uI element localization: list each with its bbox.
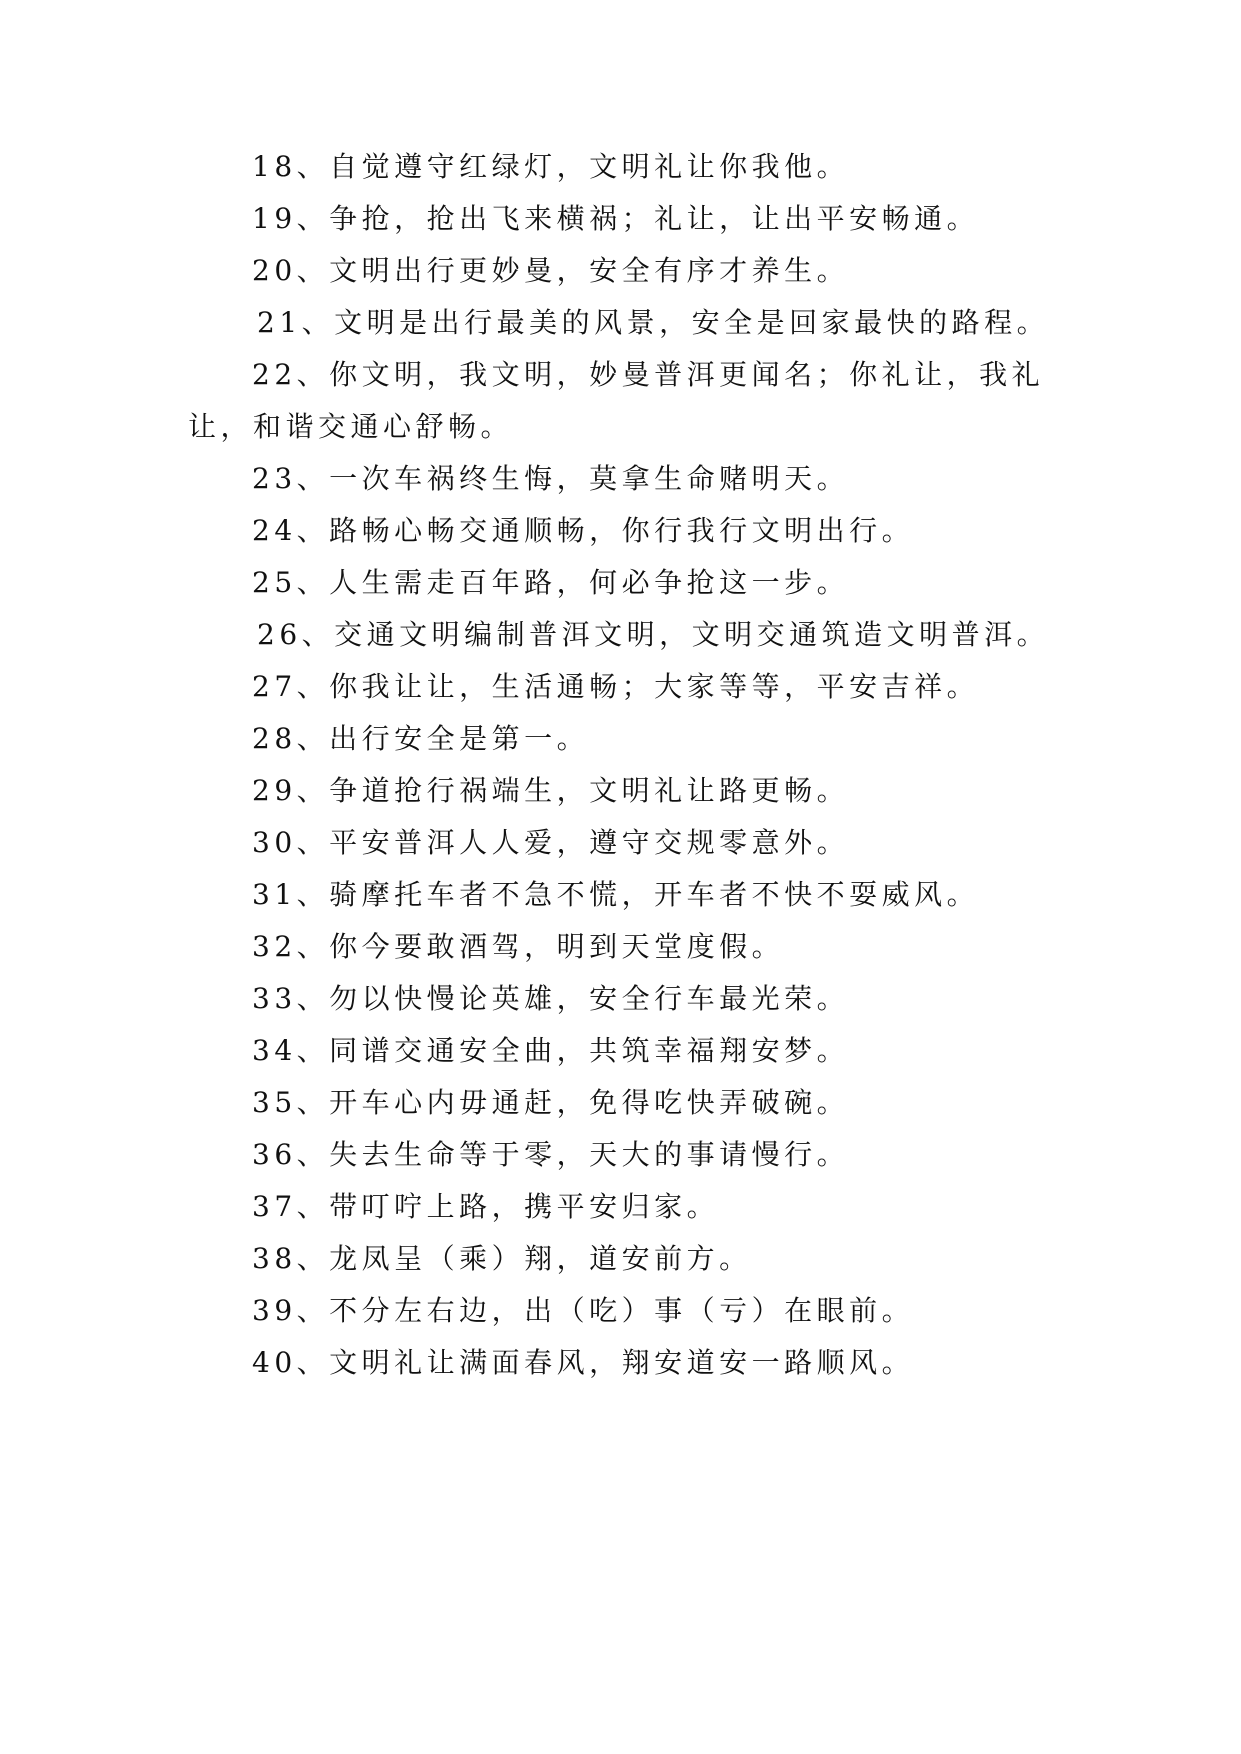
slogan-34: 34、同谱交通安全曲，共筑幸福翔安梦。 — [252, 1034, 850, 1067]
slogan-36: 36、失去生命等于零，天大的事请慢行。 — [252, 1138, 850, 1171]
slogan-39: 39、不分左右边，出（吃）事（亏）在眼前。 — [252, 1294, 915, 1327]
slogan-20: 20、文明出行更妙曼，安全有序才养生。 — [252, 254, 850, 287]
slogan-19: 19、争抢，抢出飞来横祸；礼让，让出平安畅通。 — [252, 202, 980, 235]
slogan-22-continued: 让，和谐交通心舒畅。 — [188, 410, 514, 443]
slogan-28: 28、出行安全是第一。 — [252, 722, 590, 755]
slogan-29: 29、争道抢行祸端生，文明礼让路更畅。 — [252, 774, 850, 807]
slogan-32: 32、你今要敢酒驾，明到天堂度假。 — [252, 930, 785, 963]
slogan-33: 33、勿以快慢论英雄，安全行车最光荣。 — [252, 982, 850, 1015]
slogan-38: 38、龙凤呈（乘）翔，道安前方。 — [252, 1242, 752, 1275]
slogan-30: 30、平安普洱人人爱，遵守交规零意外。 — [252, 826, 850, 859]
slogan-35: 35、开车心内毋通赶，免得吃快弄破碗。 — [252, 1086, 850, 1119]
slogan-24: 24、路畅心畅交通顺畅，你行我行文明出行。 — [252, 514, 915, 547]
slogan-37: 37、带叮咛上路，携平安归家。 — [252, 1190, 720, 1223]
slogan-23: 23、一次车祸终生悔，莫拿生命赌明天。 — [252, 462, 850, 495]
slogan-22: 22、你文明，我文明，妙曼普洱更闻名；你礼让，我礼 — [252, 358, 1045, 391]
slogan-25: 25、人生需走百年路，何必争抢这一步。 — [252, 566, 850, 599]
slogan-31: 31、骑摩托车者不急不慌，开车者不快不耍威风。 — [252, 878, 980, 911]
slogan-26: 26、交通文明编制普洱文明，文明交通筑造文明普洱。 — [257, 618, 1050, 651]
slogan-18: 18、自觉遵守红绿灯，文明礼让你我他。 — [252, 150, 850, 183]
slogan-40: 40、文明礼让满面春风，翔安道安一路顺风。 — [252, 1346, 915, 1379]
slogan-21: 21、文明是出行最美的风景，安全是回家最快的路程。 — [257, 306, 1050, 339]
slogan-27: 27、你我让让，生活通畅；大家等等，平安吉祥。 — [252, 670, 980, 703]
